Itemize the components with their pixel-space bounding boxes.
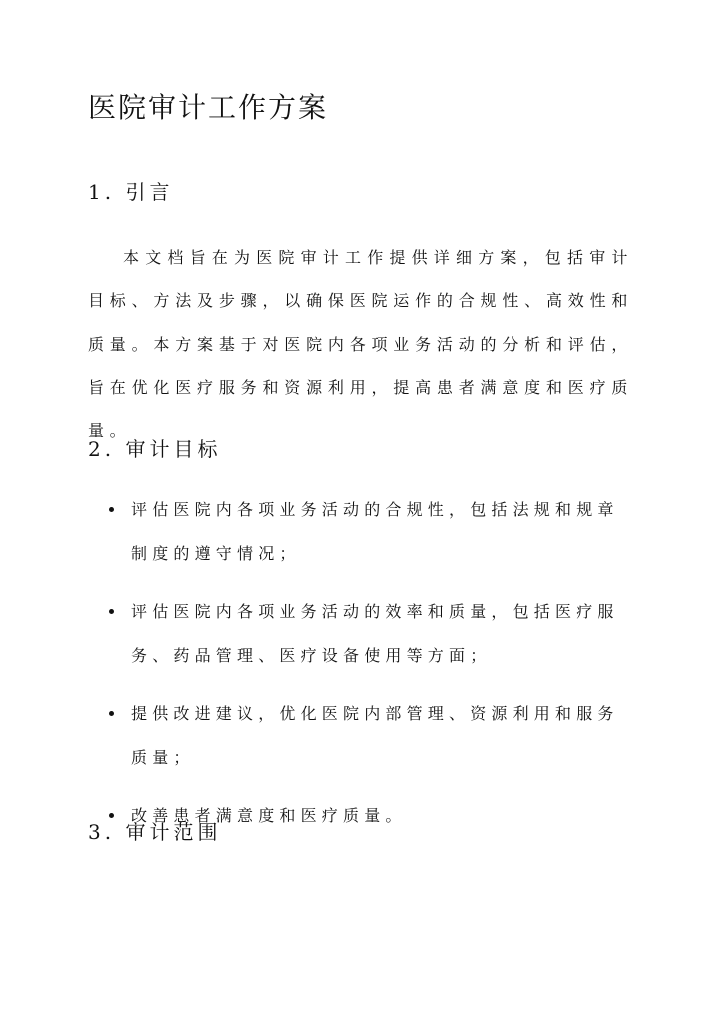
section-heading-introduction: 1. 引言 <box>88 180 174 204</box>
list-item-text: 提供改进建议，优化医院内部管理、资源利用和服务质量； <box>131 704 619 767</box>
document-title: 医院审计工作方案 <box>88 91 329 124</box>
list-item-text: 评估医院内各项业务活动的合规性，包括法规和规章制度的遵守情况； <box>131 500 619 563</box>
list-item-text: 改善患者满意度和医疗质量。 <box>131 806 407 825</box>
bullet-icon <box>109 507 114 512</box>
section-heading-scope: 3. 审计范围 <box>88 820 222 844</box>
intro-paragraph: 本文档旨在为医院审计工作提供详细方案，包括审计目标、方法及步骤，以确保医院运作的合规性、高效性和质量。本方案基于对医院内各项业务活动的分析和评估，旨在优化医疗服务和资源利用，提高患者满意度和医疗质量。 <box>88 248 633 441</box>
bullet-icon <box>109 711 114 716</box>
list-item-text: 评估医院内各项业务活动的效率和质量，包括医疗服务、药品管理、医疗设备使用等方面； <box>131 602 619 665</box>
list-item <box>105 692 630 780</box>
bullet-icon <box>109 609 114 614</box>
list-item <box>105 590 630 678</box>
section-heading-objectives: 2. 审计目标 <box>88 437 222 461</box>
list-item <box>105 488 630 576</box>
objectives-list <box>105 488 630 852</box>
